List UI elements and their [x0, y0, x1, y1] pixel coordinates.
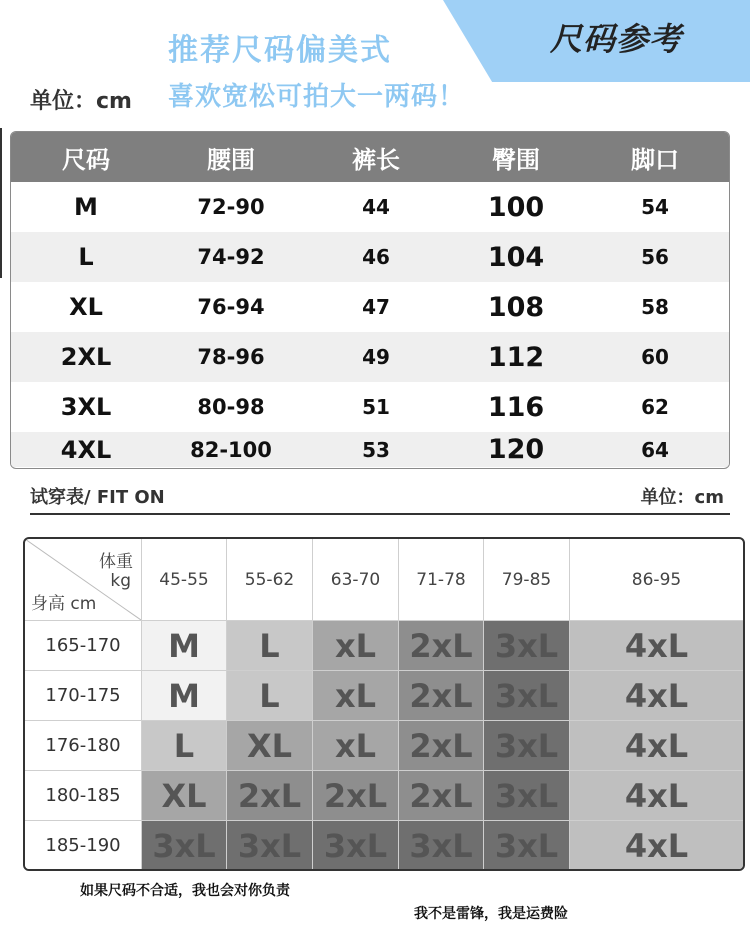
- fit-size-cell: 3xL: [484, 671, 570, 721]
- size-row: [11, 232, 729, 282]
- size-cell-hip: 108: [487, 291, 545, 323]
- fit-size-cell: XL: [227, 721, 313, 771]
- fit-corner-cell: [25, 539, 142, 621]
- fit-size-cell: 4xL: [570, 671, 743, 721]
- corner-height-label: 身高 cm: [31, 594, 97, 614]
- divider: [30, 513, 730, 515]
- size-reference-badge: 尺码参考: [550, 20, 683, 58]
- size-row: [11, 332, 729, 382]
- size-cell-hip: 112: [487, 341, 545, 373]
- col-header-waist: 腰围: [207, 145, 255, 174]
- size-cell-length: 51: [362, 395, 390, 419]
- size-cell-size: 2XL: [60, 343, 112, 371]
- size-cell-hip: 104: [487, 241, 545, 273]
- size-cell-length: 49: [362, 345, 390, 369]
- size-cell-size: 4XL: [60, 435, 112, 464]
- headline-loose-note: 喜欢宽松可拍大一两码！: [168, 82, 466, 112]
- weight-col-header: 79-85: [484, 539, 570, 621]
- weight-col-header: 71-78: [399, 539, 484, 621]
- size-cell-hip: 116: [487, 391, 545, 423]
- weight-col-header: 86-95: [570, 539, 743, 621]
- fit-size-cell: 2xL: [399, 721, 484, 771]
- fit-on-title: 试穿表/ FIT ON: [30, 487, 165, 508]
- weight-col-header: 55-62: [227, 539, 313, 621]
- fit-size-cell: 2xL: [227, 771, 313, 821]
- size-cell-hip: 120: [487, 434, 545, 465]
- fit-size-cell: 3xL: [484, 821, 570, 871]
- col-header-size: 尺码: [62, 145, 110, 174]
- fit-unit-label: 单位：cm: [640, 487, 724, 508]
- size-cell-waist: 76-94: [197, 295, 265, 319]
- size-cell-size: M: [74, 193, 98, 221]
- fit-size-cell: 2xL: [399, 671, 484, 721]
- fit-size-cell: xL: [313, 621, 399, 671]
- size-cell-waist: 74-92: [197, 245, 265, 269]
- size-chart-header: [11, 132, 729, 182]
- corner-weight-label: 体重: [99, 552, 133, 572]
- fit-row: [25, 621, 743, 671]
- fit-row: [25, 671, 743, 721]
- size-cell-waist: 82-100: [190, 437, 272, 462]
- fit-size-cell: 3xL: [313, 821, 399, 871]
- fit-size-cell: 4xL: [570, 721, 743, 771]
- fit-height-label: 185-190: [25, 821, 142, 871]
- note-fit-guarantee: 如果尺码不合适，我也会对你负责: [80, 883, 290, 899]
- size-cell-length: 47: [362, 295, 390, 319]
- fit-size-cell: 3xL: [484, 621, 570, 671]
- fit-height-label: 165-170: [25, 621, 142, 671]
- size-cell-leg-opening: 58: [641, 295, 669, 319]
- fit-size-cell: 4xL: [570, 621, 743, 671]
- size-cell-waist: 80-98: [197, 395, 265, 419]
- fit-size-cell: xL: [313, 671, 399, 721]
- corner-kg-label: kg: [110, 571, 131, 591]
- size-cell-waist: 72-90: [197, 195, 265, 219]
- fit-size-cell: 2xL: [313, 771, 399, 821]
- fit-size-cell: L: [142, 721, 227, 771]
- fit-header-row: [25, 539, 743, 621]
- weight-col-header: 63-70: [313, 539, 399, 621]
- size-cell-leg-opening: 56: [641, 245, 669, 269]
- fit-size-cell: 3xL: [484, 721, 570, 771]
- fit-size-cell: 3xL: [227, 821, 313, 871]
- size-row: [11, 282, 729, 332]
- note-shipping-insurance: 我不是雷锋，我是运费险: [414, 906, 568, 922]
- fit-size-cell: 2xL: [399, 771, 484, 821]
- fit-size-cell: xL: [313, 721, 399, 771]
- size-cell-leg-opening: 62: [641, 395, 669, 419]
- decorative-line: [0, 128, 2, 278]
- size-cell-hip: 100: [487, 191, 545, 223]
- fit-height-label: 180-185: [25, 771, 142, 821]
- fit-row: [25, 821, 743, 871]
- fit-row: [25, 771, 743, 821]
- size-row: [11, 432, 729, 467]
- fit-size-cell: 3xL: [484, 771, 570, 821]
- fit-size-cell: L: [227, 671, 313, 721]
- size-cell-length: 44: [362, 195, 390, 219]
- fit-on-table: [23, 537, 745, 871]
- weight-col-header: 45-55: [142, 539, 227, 621]
- size-cell-length: 46: [362, 245, 390, 269]
- col-header-leg-opening: 脚口: [631, 145, 679, 174]
- fit-height-label: 170-175: [25, 671, 142, 721]
- size-row: [11, 182, 729, 232]
- fit-row: [25, 721, 743, 771]
- fit-size-cell: M: [142, 671, 227, 721]
- col-header-hip: 臀围: [492, 145, 540, 174]
- size-cell-length: 53: [362, 437, 390, 462]
- size-cell-waist: 78-96: [197, 345, 265, 369]
- unit-label: 单位：cm: [30, 89, 132, 114]
- fit-size-cell: 3xL: [399, 821, 484, 871]
- col-header-length: 裤长: [352, 145, 400, 174]
- fit-size-cell: M: [142, 621, 227, 671]
- size-chart-table: [10, 131, 730, 469]
- size-cell-leg-opening: 60: [641, 345, 669, 369]
- fit-size-cell: 3xL: [142, 821, 227, 871]
- size-cell-size: 3XL: [60, 393, 112, 421]
- fit-size-cell: 4xL: [570, 771, 743, 821]
- fit-size-cell: L: [227, 621, 313, 671]
- size-cell-leg-opening: 64: [641, 437, 669, 462]
- fit-size-cell: 4xL: [570, 821, 743, 871]
- size-cell-leg-opening: 54: [641, 195, 669, 219]
- size-row: [11, 382, 729, 432]
- fit-size-cell: 2xL: [399, 621, 484, 671]
- size-cell-size: XL: [69, 293, 103, 321]
- fit-size-cell: XL: [142, 771, 227, 821]
- fit-height-label: 176-180: [25, 721, 142, 771]
- headline-fit-note: 推荐尺码偏美式: [168, 33, 392, 68]
- size-cell-size: L: [78, 243, 94, 271]
